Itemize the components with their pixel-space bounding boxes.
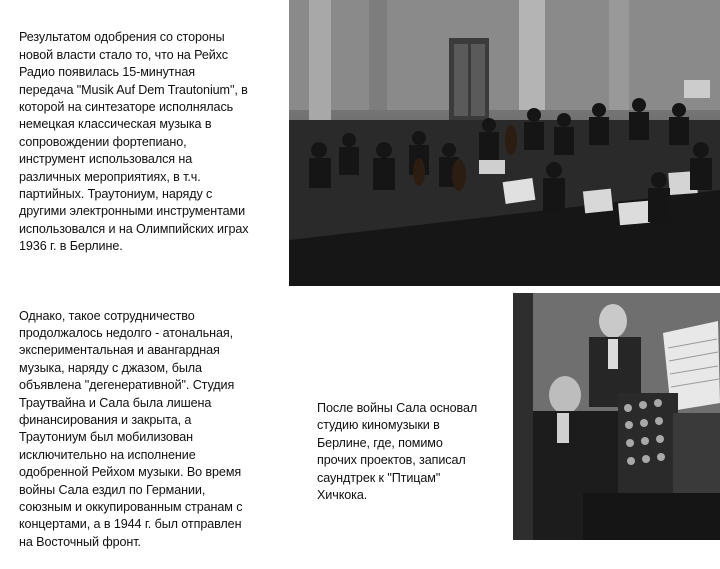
main-text — [19, 12, 289, 569]
orchestra-photo — [289, 0, 720, 286]
trautonium-photo — [513, 293, 720, 540]
paragraph-spacer — [19, 273, 289, 290]
photo-caption: После войны Сала основал студию киномузыки в Берлине, где, помимо прочих проектов, записал саундтрек к "Птицам" Хичкока. — [317, 401, 478, 503]
paragraph-radio-broadcast: Результатом одобрения со стороны новой власти стало то, что на Рейхс Радио появилась 15-минутная передача "Musik Auf Dem Trautonium", в которой на синтезаторе исполнялась немецкая классическая музыка в сопровождении фортепиано, инструмент использовался на различных мероприятиях, в т.ч. партийных. Траутониум, наряду с другими электронными инструментами использовался и на Олимпийских играх 1936 г. в Берлине. — [19, 30, 249, 254]
paragraph-degenerate-music: Однако, такое сотрудничество продолжалось недолго - атональная, экспериментальная и авангардная музыка, наряду с джазом, была объявлена "дегенеративной". Студия Траутвайна и Сала была лишена финансирования и закрыта, а Траутониум был мобилизован исключительно на исполнение одобренной Рейхом музыки. Во время войны Сала ездил по Германии, союзным и оккупированным странам с концертами, а в 1944 г. был отправлен на Восточный фронт. — [19, 308, 243, 549]
